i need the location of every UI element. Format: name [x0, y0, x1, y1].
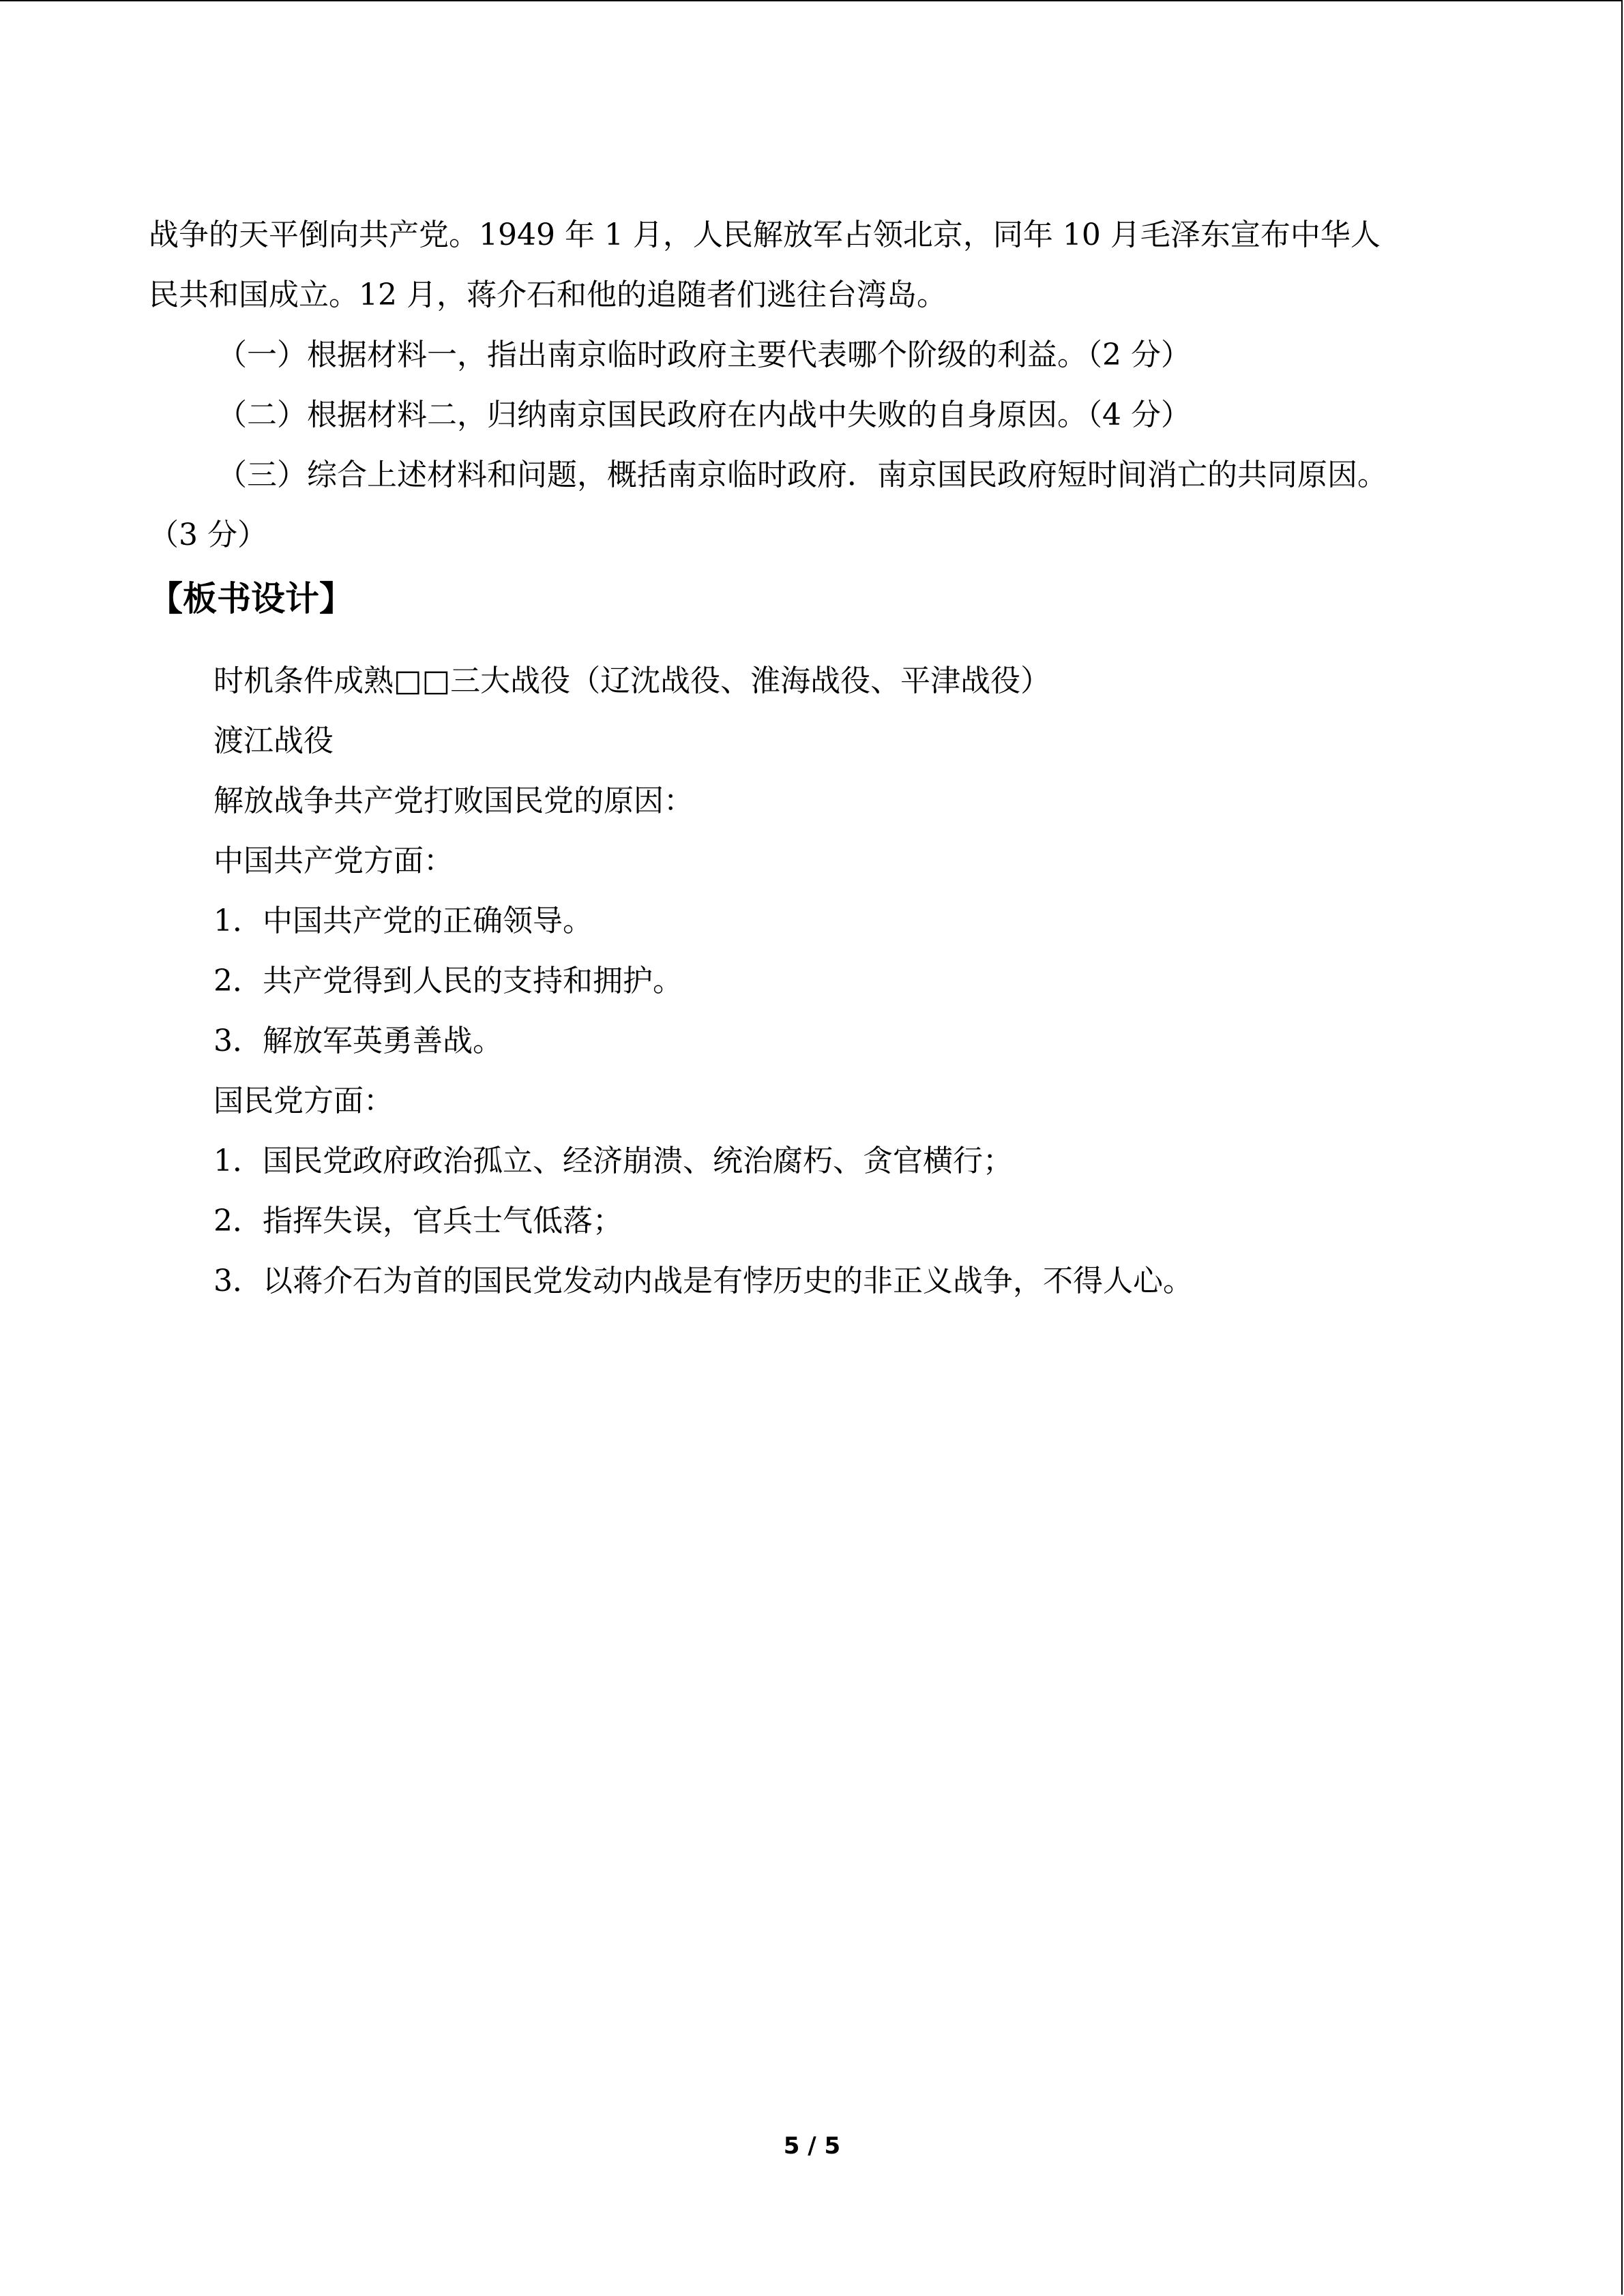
board-line: 3．解放军英勇善战。 [213, 1024, 503, 1058]
paragraph-line: 战争的天平倒向共产党。1949 年 1 月，人民解放军占领北京，同年 10 月毛泽东宣布中华人 [149, 218, 1381, 252]
board-line: 1．中国共产党的正确领导。 [213, 904, 593, 938]
board-line: 时机条件成熟□□三大战役（辽沈战役、淮海战役、平津战役） [213, 664, 1051, 698]
board-line: 1．国民党政府政治孤立、经济崩溃、统治腐朽、贪官横行； [213, 1144, 1013, 1178]
board-line: 3．以蒋介石为首的国民党发动内战是有悖历史的非正义战争，不得人心。 [213, 1264, 1193, 1298]
section-heading: 【板书设计】 [149, 579, 353, 618]
paragraph-line: 民共和国成立。12 月，蒋介石和他的追随者们逃往台湾岛。 [149, 278, 947, 312]
board-line: 解放战争共产党打败国民党的原因： [213, 784, 694, 818]
question-3: （三）综合上述材料和问题，概括南京临时政府．南京国民政府短时间消亡的共同原因。 [217, 458, 1387, 492]
board-line: 中国共产党方面： [213, 844, 454, 878]
question-3-points: （3 分） [149, 518, 267, 552]
board-line: 2．指挥失误，官兵士气低落； [213, 1204, 623, 1238]
board-line: 渡江战役 [213, 724, 334, 758]
page-number: 5 / 5 [783, 2132, 841, 2160]
question-2: （二）根据材料二，归纳南京国民政府在内战中失败的自身原因。（4 分） [217, 398, 1191, 432]
board-line: 国民党方面： [213, 1084, 394, 1118]
question-1: （一）根据材料一，指出南京临时政府主要代表哪个阶级的利益。（2 分） [217, 338, 1191, 372]
board-line: 2．共产党得到人民的支持和拥护。 [213, 964, 683, 998]
